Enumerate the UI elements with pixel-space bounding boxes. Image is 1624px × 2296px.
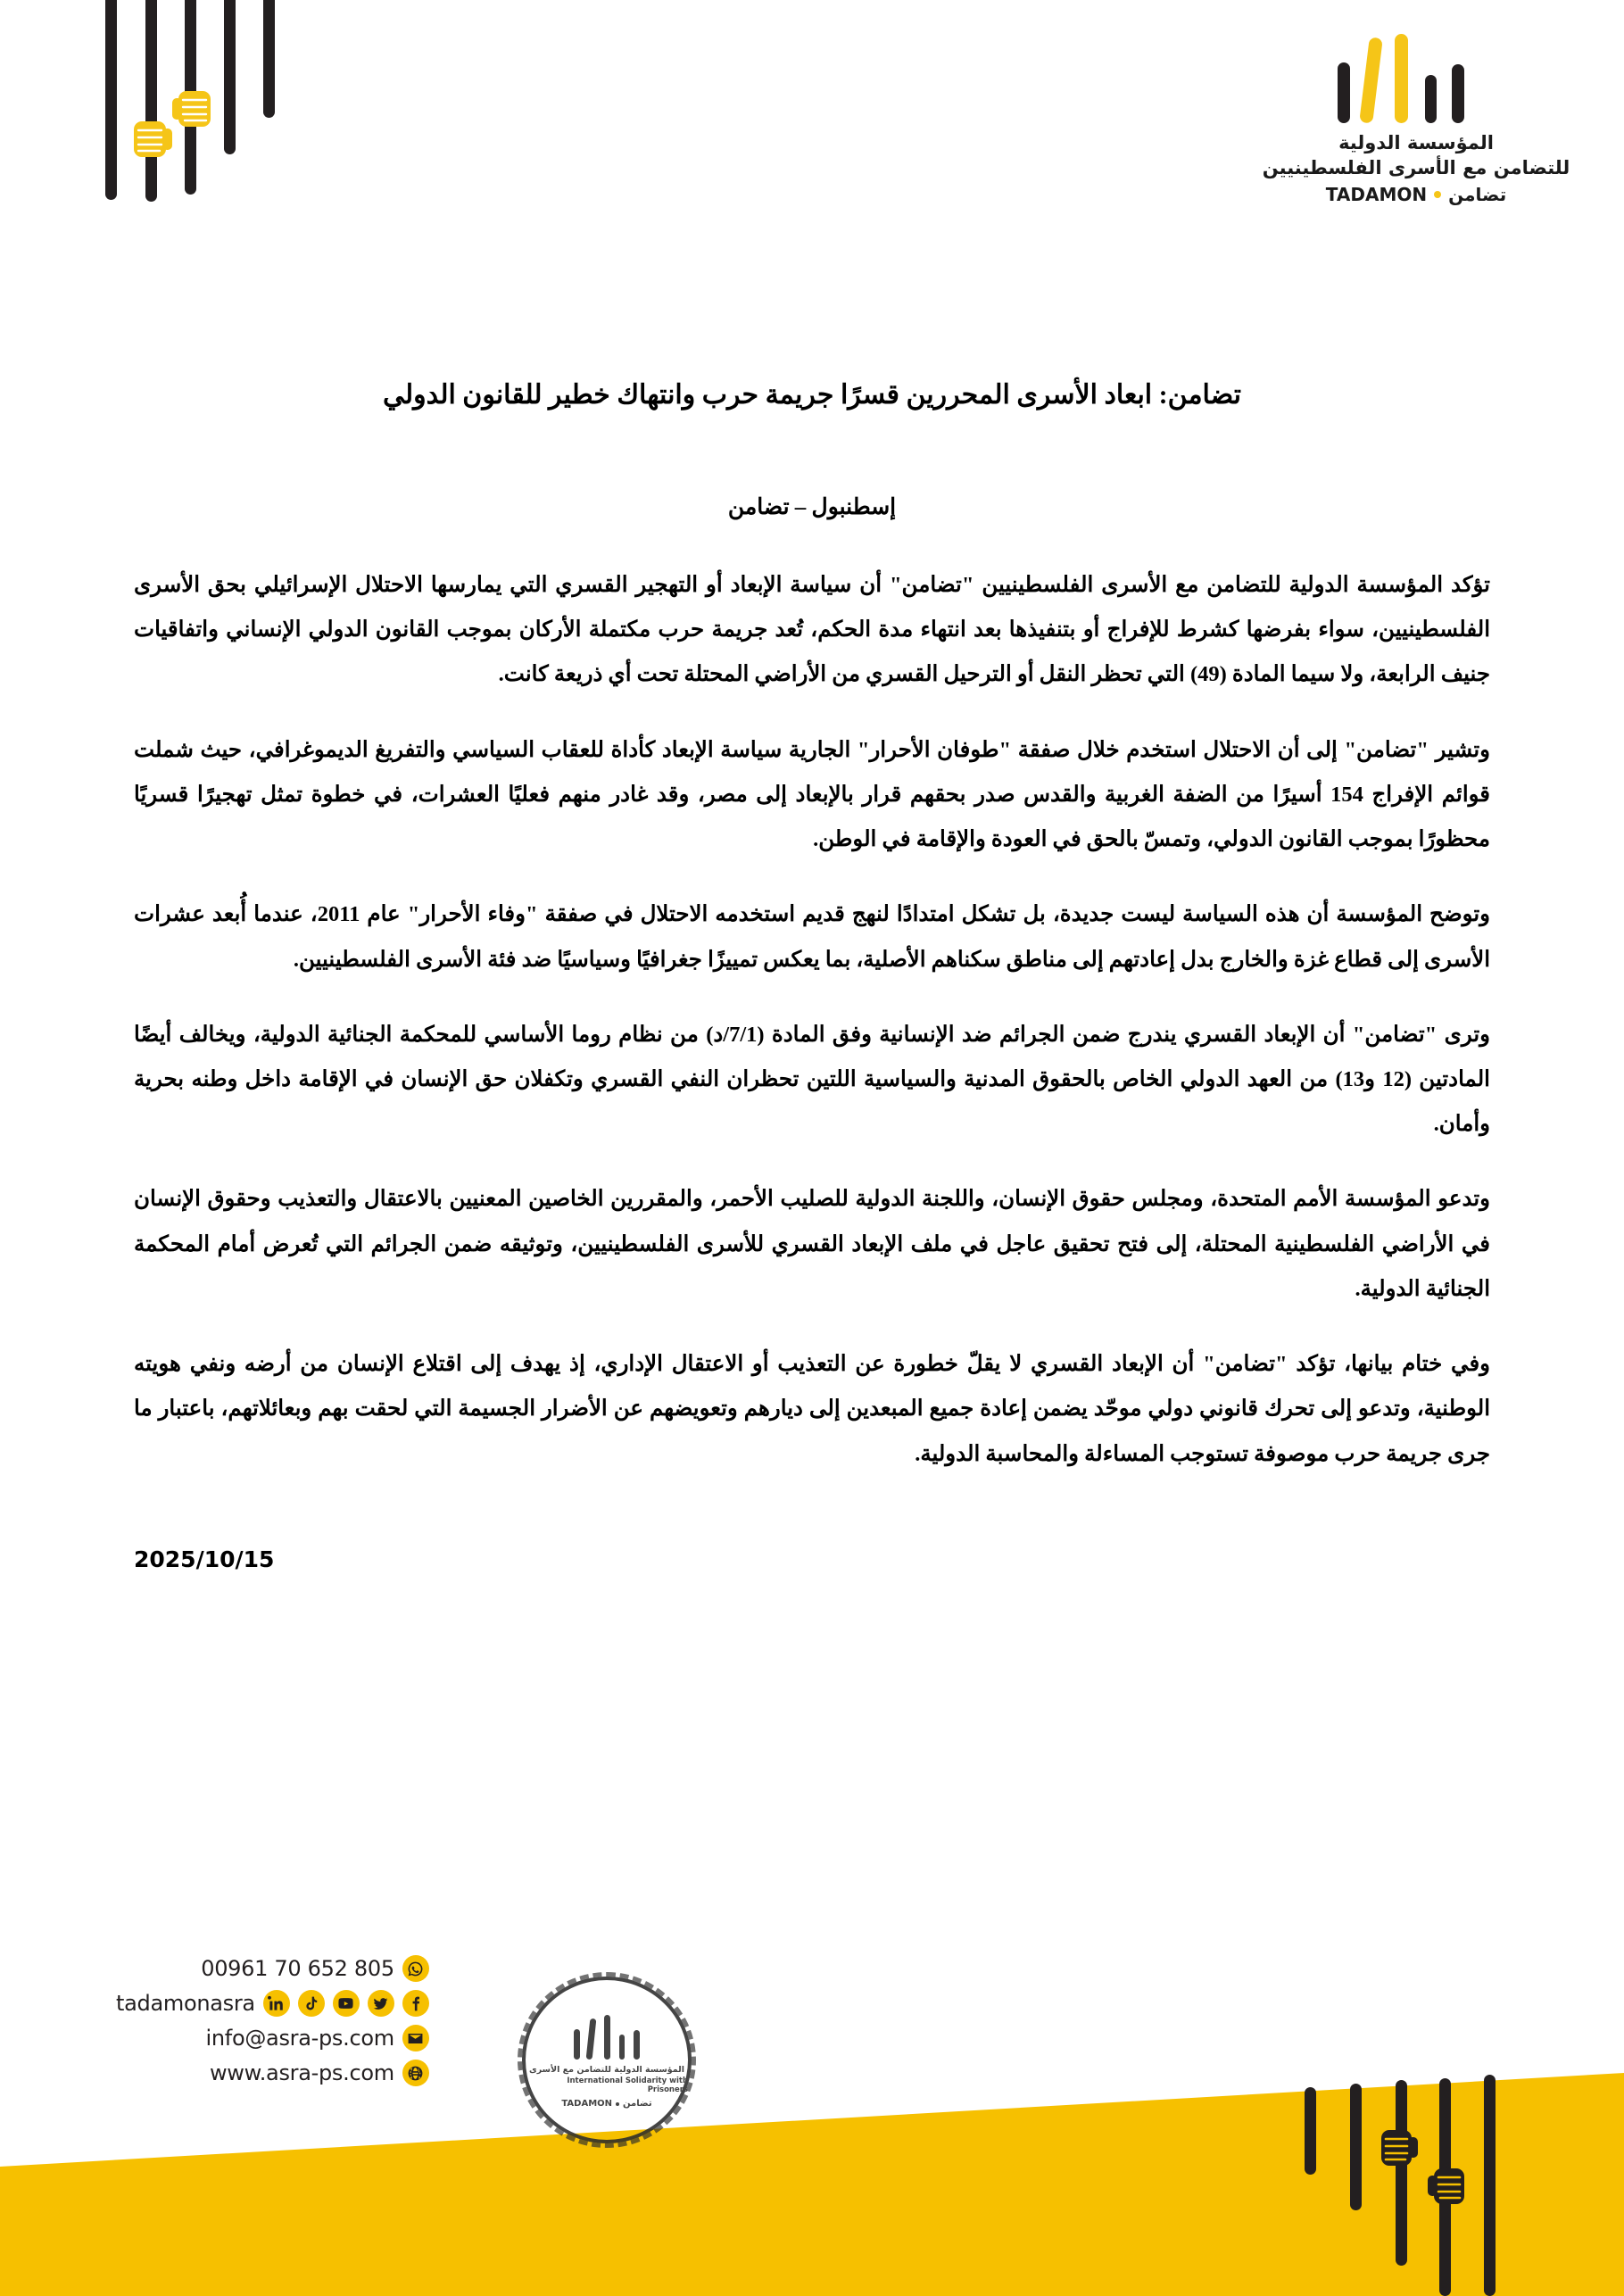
prison-bar <box>1396 2080 1407 2266</box>
email-address[interactable]: info@asra-ps.com <box>205 2026 394 2051</box>
paragraph: وتوضح المؤسسة أن هذه السياسة ليست جديدة، بل تشكل امتدادًا لنهج قديم استخدمه الاحتلال في صفقة "وفاء الأحرار" عام 2011، عندما أُبعد عشرات الأسرى إلى قطاع غزة والخارج بدل إعادتهم إلى مناطق سكناهم الأصلية، بما يعكس تمييزًا جغرافيًا وسياسيًا ضد فئة الأسرى الفلسطينيين. <box>134 902 1490 972</box>
logo-text-line1: المؤسسة الدولية <box>1338 132 1494 153</box>
paragraph: وترى "تضامن" أن الإبعاد القسري يندرج ضمن الجرائم ضد الإنسانية وفق المادة (7/1/د) من نظام روما الأساسي للمحكمة الجنائية الدولية، ويخالف أيضًا المادتين (12 و13) من العهد الدولي الخاص بالحقوق المدنية والسياسية اللتين تحظران النفي القسري وتكفلان حق الإنسان في الإقامة داخل وطنه بحرية وأمان. <box>134 1022 1490 1137</box>
paragraph: تؤكد المؤسسة الدولية للتضامن مع الأسرى الفلسطينيين "تضامن" أن سياسة الإبعاد أو التهجير القسري التي يمارسها الاحتلال الإسرائيلي بحق الأسرى الفلسطينيين، سواء بفرضها كشرط للإفراج أو بتنفيذها بعد انتهاء مدة الحكم، تُعد جريمة حرب مكتملة الأركان بموجب القانون الدولي الإنساني واتفاقيات جنيف الرابعة، ولا سيما المادة (49) التي تحظر النقل أو الترحيل القسري من الأراضي المحتلة تحت أي ذريعة كانت. <box>134 573 1490 687</box>
stamp-brand-arabic: تضامن <box>623 2099 652 2109</box>
email-icon[interactable] <box>402 2025 429 2051</box>
logo-mark-bar <box>1452 64 1464 123</box>
facebook-icon[interactable] <box>402 1990 429 2017</box>
prison-bar <box>1305 2087 1316 2175</box>
linkedin-icon[interactable] <box>263 1990 290 2017</box>
prison-bar <box>263 0 275 118</box>
prison-bar <box>1350 2084 1362 2210</box>
stamp-text-english: International Solidarity with Prisoners <box>567 2076 688 2094</box>
stamp-circle <box>522 1977 692 2143</box>
paragraph: وتشير "تضامن" إلى أن الاحتلال استخدم خلال صفقة "طوفان الأحرار" الجارية سياسة الإبعاد كأداة للعقاب السياسي والتفريغ الديموغرافي، حيث شملت قوائم الإفراج 154 أسيرًا من الضفة الغربية والقدس صدر بحقهم قرار بالإبعاد إلى مصر، وقد غادر منهم فعليًا العشرات، في خطوة تمثل تهجيرًا قسريًا محظورًا بموجب القانون الدولي، وتمسّ بالحق في العودة والإقامة في الوطن. <box>134 737 1490 852</box>
fist-icon <box>1380 2126 1421 2171</box>
stamp-mark-bar <box>574 2029 580 2060</box>
header-prison-bars-decoration <box>0 0 321 196</box>
stamp-dot-icon <box>616 2102 619 2106</box>
youtube-icon[interactable] <box>333 1990 360 2017</box>
document-body <box>134 375 1490 1572</box>
logo-brand-arabic: تضامن <box>1448 184 1507 205</box>
footer-prison-bars-decoration <box>1222 2073 1606 2296</box>
organization-logo <box>1251 25 1581 205</box>
fist-icon <box>170 86 212 132</box>
paragraph: وفي ختام بيانها، تؤكد "تضامن" أن الإبعاد القسري لا يقلّ خطورة عن التعذيب أو الاعتقال الإداري، إذ يهدف إلى اقتلاع الإنسان من أرضه ونفي هويته الوطنية، وتدعو إلى تحرك قانوني دولي موحّد يضمن إعادة جميع المبعدين إلى ديارهم وتعويضهم عن الأضرار الجسيمة التي لحقت بهم وبعائلاتهم، باعتبار ما جرى جريمة حرب موصوفة تستوجب المساءلة والمحاسبة الدولية. <box>134 1352 1490 1466</box>
logo-dot-icon <box>1434 191 1441 198</box>
stamp-mark-bar <box>585 2018 596 2060</box>
logo-bar-marks <box>1300 25 1532 123</box>
paragraph: وتدعو المؤسسة الأمم المتحدة، ومجلس حقوق الإنسان، واللجنة الدولية للصليب الأحمر، والمقررين الخاصين المعنيين بالاعتقال والتعذيب وحقوق الإنسان في الأراضي الفلسطينية المحتلة، إلى فتح تحقيق عاجل في ملف الإبعاد القسري للأسرى الفلسطينيين، وتوثيقه ضمن الجرائم التي تُعرض أمام المحكمة الجنائية الدولية. <box>134 1187 1490 1301</box>
footer-contact-list <box>116 1955 429 2094</box>
website-url[interactable]: www.asra-ps.com <box>209 2060 394 2085</box>
page-title: تضامن: ابعاد الأسرى المحررين قسرًا جريمة حرب وانتهاك خطير للقانون الدولي <box>382 380 1242 410</box>
logo-mark-bar <box>1359 37 1383 123</box>
whatsapp-icon[interactable] <box>402 1955 429 1982</box>
logo-text-line2: للتضامن مع الأسرى الفلسطينيين <box>1262 157 1570 178</box>
page-footer <box>0 1939 1624 2296</box>
prison-bar <box>224 0 236 154</box>
contact-row-email <box>116 2025 429 2051</box>
social-handle: tadamonasra <box>116 1991 255 2016</box>
logo-mark-bar <box>1395 34 1408 123</box>
contact-row-phone <box>116 1955 429 1982</box>
fist-icon <box>1426 2165 1467 2209</box>
stamp-text-arabic: المؤسسة الدولية للتضامن مع الأسرى <box>529 2065 684 2075</box>
logo-brand-row <box>1251 184 1581 205</box>
phone-number[interactable]: 00961 70 652 805 <box>201 1956 394 1981</box>
logo-mark-bar <box>1338 62 1350 123</box>
stamp-bar-marks <box>565 2011 650 2060</box>
contact-row-website <box>116 2060 429 2086</box>
stamp-mark-bar <box>634 2030 640 2060</box>
tiktok-icon[interactable] <box>298 1990 325 2017</box>
dateline: إسطنبول – تضامن <box>727 495 897 519</box>
prison-bar <box>105 0 117 200</box>
globe-icon[interactable] <box>402 2060 429 2086</box>
logo-mark-bar <box>1425 75 1437 123</box>
stamp-mark-bar <box>619 2035 625 2060</box>
logo-brand-latin: TADAMON <box>1325 184 1428 205</box>
prison-bar <box>145 0 157 202</box>
stamp-brand-latin: TADAMON <box>561 2099 613 2109</box>
prison-bar <box>1484 2075 1496 2296</box>
stamp-mark-bar <box>604 2015 610 2060</box>
fist-icon <box>132 116 175 162</box>
twitter-icon[interactable] <box>368 1990 394 2017</box>
publication-date: 2025/10/15 <box>134 1546 275 1572</box>
footer-stamp-seal <box>504 1964 709 2156</box>
contact-row-social <box>116 1990 429 2017</box>
stamp-brand-row <box>561 2099 651 2109</box>
